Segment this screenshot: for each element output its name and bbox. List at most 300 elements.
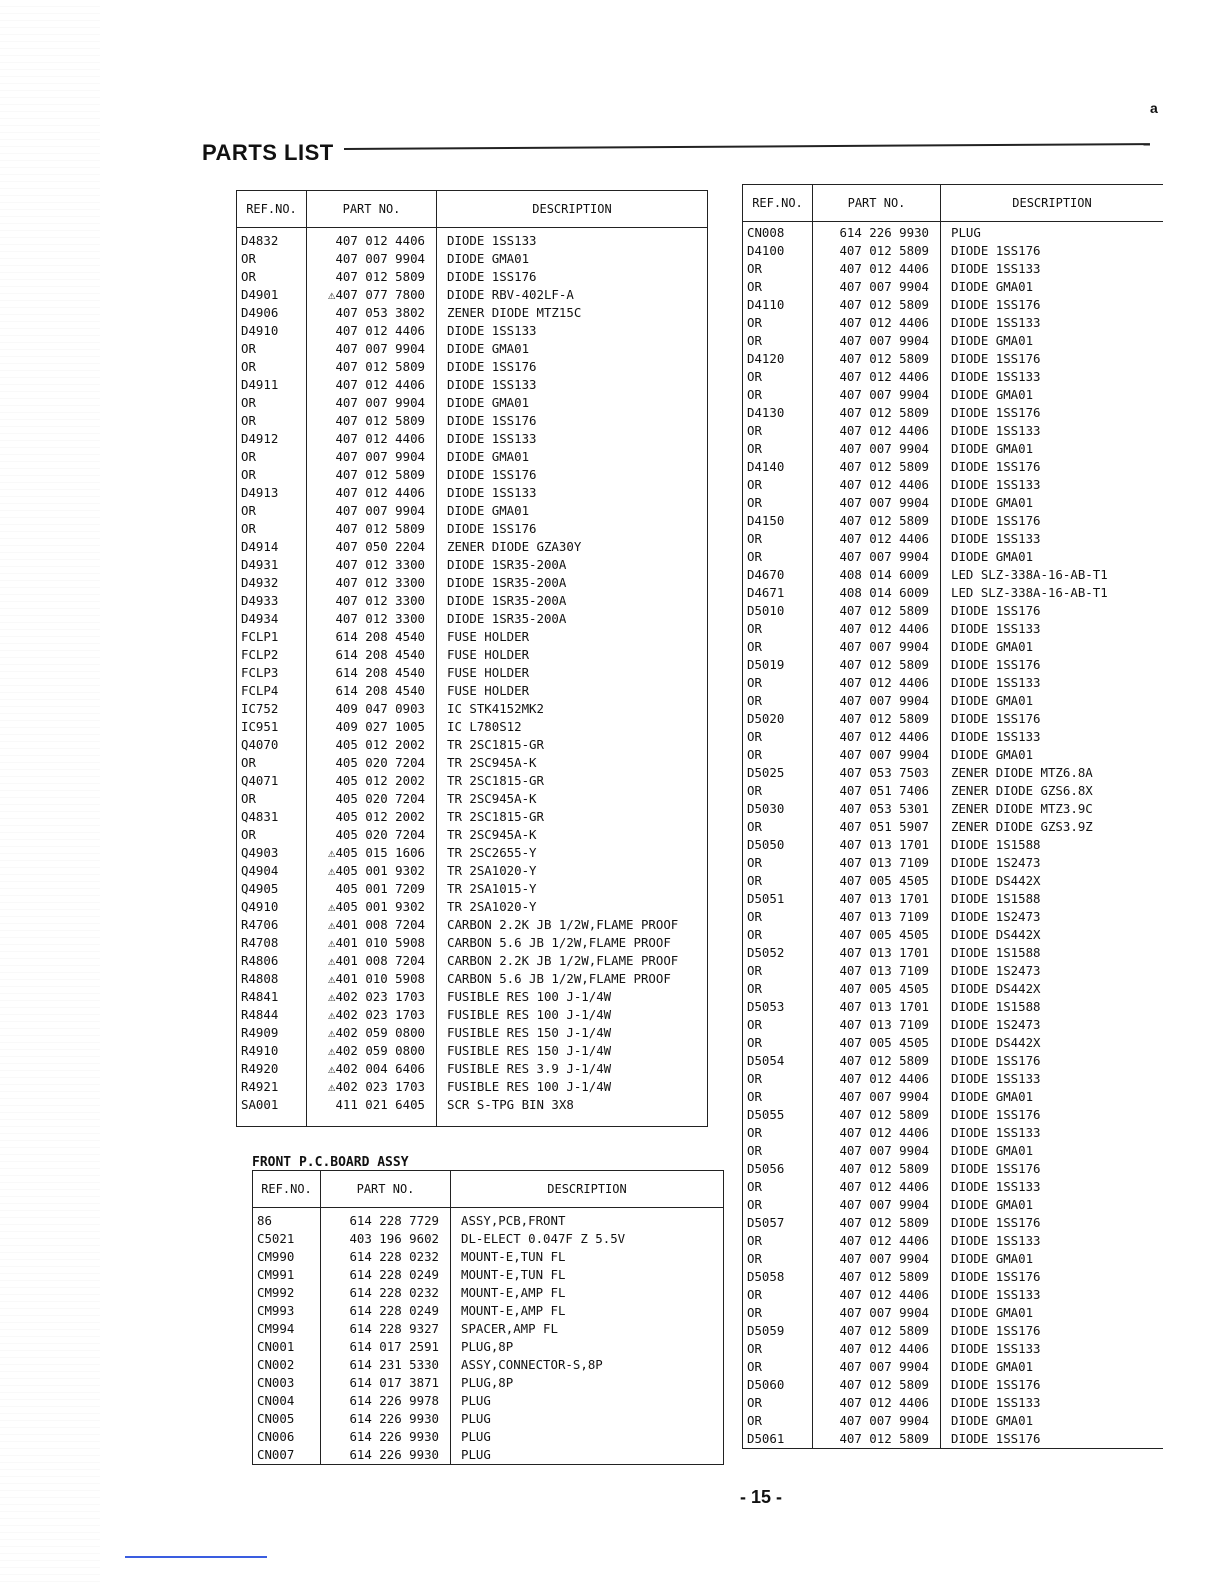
table-row [237,520,707,538]
table-row [237,628,707,646]
description-cell: TR 2SC1815-GR [447,737,544,752]
ref-no-cell: OR [747,1305,762,1320]
description-cell: DIODE GMA01 [951,693,1034,708]
part-no-cell: ⚠405 001 9302 [328,899,425,914]
description-cell: ZENER DIODE GZS6.8X [951,783,1093,798]
part-no-cell: ⚠402 023 1703 [328,989,425,1004]
part-no-cell: 407 012 3300 [335,611,425,626]
description-cell: FUSE HOLDER [447,647,530,662]
part-no-cell: 407 007 9904 [839,1359,929,1374]
ref-no-cell: OR [241,359,256,374]
table-body [743,222,1163,1448]
part-no-cell: 407 007 9904 [839,279,929,294]
ref-no-cell: R4708 [241,935,279,950]
table-row [743,1232,1163,1250]
description-cell: DIODE 1SS133 [951,369,1041,384]
ref-no-cell: D4932 [241,575,279,590]
part-no-cell: 407 012 5809 [839,1053,929,1068]
description-cell: DIODE RBV-402LF-A [447,287,574,302]
ref-no-cell: OR [747,693,762,708]
col-divider [306,228,308,1126]
ref-no-cell: D4130 [747,405,785,420]
table-row [743,1052,1163,1070]
part-no-cell: 407 012 4406 [335,431,425,446]
description-cell: DIODE 1SS133 [951,477,1041,492]
table-row [237,592,707,610]
part-no-cell: 407 007 9904 [839,1413,929,1428]
table-row [237,880,707,898]
description-cell: PLUG [461,1393,491,1408]
table-row [743,728,1163,746]
table-row [237,826,707,844]
description-cell: DIODE 1SS133 [951,675,1041,690]
ref-no-cell: Q4071 [241,773,279,788]
part-no-cell: 407 007 9904 [839,495,929,510]
table-row [237,610,707,628]
table-row [743,368,1163,386]
part-no-cell: 407 012 4406 [839,1341,929,1356]
description-cell: PLUG,8P [461,1375,514,1390]
table-row [743,1430,1163,1448]
part-no-cell: 407 013 7109 [839,1017,929,1032]
part-no-cell: 407 007 9904 [839,639,929,654]
description-cell: PLUG,8P [461,1339,514,1354]
part-no-cell: 407 012 4406 [839,423,929,438]
table-body [237,228,707,1126]
table-row [237,538,707,556]
col-ref-header: REF.NO. [237,191,307,227]
col-ref-header: REF.NO. [743,185,813,221]
part-no-cell: 407 005 4505 [839,927,929,942]
page-title: PARTS LIST [202,140,334,165]
description-cell: DIODE GMA01 [447,395,530,410]
part-no-cell: 407 012 5809 [839,405,929,420]
ref-no-cell: OR [747,1179,762,1194]
part-no-cell: 407 012 5809 [335,269,425,284]
ref-no-cell: OR [747,261,762,276]
ref-no-cell: D5058 [747,1269,785,1284]
description-cell: DIODE 1SS176 [951,1323,1041,1338]
part-no-cell: 407 012 4406 [839,1071,929,1086]
part-no-cell: 407 007 9904 [335,503,425,518]
table-row [743,620,1163,638]
table-row [237,700,707,718]
table-row [743,1340,1163,1358]
part-no-cell: 614 228 0249 [349,1267,439,1282]
part-no-cell: 407 012 4406 [839,369,929,384]
ref-no-cell: OR [241,269,256,284]
table-row [237,844,707,862]
table-row [743,440,1163,458]
ref-no-cell: Q4070 [241,737,279,752]
ref-no-cell: D4906 [241,305,279,320]
part-no-cell: ⚠405 015 1606 [328,845,425,860]
ref-no-cell: OR [241,341,256,356]
part-no-cell: 407 013 7109 [839,855,929,870]
table-row [743,1394,1163,1412]
part-no-cell: 407 013 7109 [839,909,929,924]
title-rule [344,143,1150,150]
part-no-cell: 407 007 9904 [335,395,425,410]
description-cell: DIODE GMA01 [447,251,530,266]
table-row [253,1374,723,1392]
description-cell: TR 2SA1020-Y [447,899,537,914]
table-row [253,1230,723,1248]
table-row [743,332,1163,350]
description-cell: DIODE 1SS133 [951,1071,1041,1086]
table-row [743,1268,1163,1286]
part-no-cell: 614 228 9327 [349,1321,439,1336]
table-row [253,1356,723,1374]
table-row [743,818,1163,836]
ref-no-cell: Q4903 [241,845,279,860]
table-row [253,1266,723,1284]
description-cell: DIODE 1SS176 [951,405,1041,420]
description-cell: TR 2SC945A-K [447,827,537,842]
part-no-cell: 407 012 4406 [839,1395,929,1410]
part-no-cell: 409 047 0903 [335,701,425,716]
part-no-cell: 407 005 4505 [839,873,929,888]
table-row [743,1412,1163,1430]
ref-no-cell: IC951 [241,719,279,734]
table-row [743,710,1163,728]
ref-no-cell: OR [747,747,762,762]
ref-no-cell: FCLP4 [241,683,279,698]
table-row [237,466,707,484]
ref-no-cell: OR [241,467,256,482]
description-cell: TR 2SC945A-K [447,791,537,806]
ref-no-cell: Q4904 [241,863,279,878]
description-cell: DIODE 1SS133 [951,1341,1041,1356]
description-cell: DIODE 1SS133 [951,1179,1041,1194]
ref-no-cell: OR [747,531,762,546]
ref-no-cell: R4844 [241,1007,279,1022]
table-row [237,772,707,790]
description-cell: DIODE GMA01 [951,1359,1034,1374]
table-row [237,322,707,340]
part-no-cell: 407 012 5809 [335,413,425,428]
ref-no-cell: D5025 [747,765,785,780]
table-row [237,502,707,520]
ref-no-cell: CN003 [257,1375,295,1390]
description-cell: DIODE DS442X [951,873,1041,888]
ref-no-cell: OR [747,279,762,294]
part-no-cell: 407 012 5809 [335,467,425,482]
part-no-cell: 407 007 9904 [839,1197,929,1212]
table-row [237,970,707,988]
description-cell: SCR S-TPG BIN 3X8 [447,1097,574,1112]
ref-no-cell: OR [747,1071,762,1086]
table-row [743,1322,1163,1340]
ref-no-cell: CN008 [747,225,785,240]
table-row [743,998,1163,1016]
description-cell: CARBON 5.6 JB 1/2W,FLAME PROOF [447,971,671,986]
description-cell: MOUNT-E,AMP FL [461,1303,566,1318]
ref-no-cell: D5020 [747,711,785,726]
ref-no-cell: OR [241,449,256,464]
description-cell: DIODE GMA01 [951,1197,1034,1212]
part-no-cell: 407 012 4406 [839,1179,929,1194]
ref-no-cell: D4914 [241,539,279,554]
description-cell: DIODE 1S1588 [951,945,1041,960]
description-cell: DIODE 1S1588 [951,891,1041,906]
part-no-cell: 405 020 7204 [335,755,425,770]
part-no-cell: 614 226 9930 [349,1429,439,1444]
part-no-cell: 614 208 4540 [335,683,425,698]
description-cell: DIODE 1SS176 [951,711,1041,726]
table-row [743,1250,1163,1268]
table-row [743,1178,1163,1196]
ref-no-cell: CM991 [257,1267,295,1282]
table-row [743,854,1163,872]
part-no-cell: 407 012 4406 [335,233,425,248]
table-row [237,286,707,304]
part-no-cell: 407 013 7109 [839,963,929,978]
ref-no-cell: D4832 [241,233,279,248]
part-no-cell: 407 012 4406 [335,323,425,338]
description-cell: ZENER DIODE MTZ6.8A [951,765,1093,780]
ref-no-cell: D4910 [241,323,279,338]
table-row [237,952,707,970]
description-cell: FUSIBLE RES 100 J-1/4W [447,989,612,1004]
description-cell: DIODE GMA01 [447,341,530,356]
part-no-cell: ⚠401 008 7204 [328,917,425,932]
description-cell: DIODE 1SS176 [951,1431,1041,1446]
ref-no-cell: OR [747,675,762,690]
table-row [237,268,707,286]
ref-no-cell: R4921 [241,1079,279,1094]
part-no-cell: 405 020 7204 [335,791,425,806]
description-cell: DIODE 1SS176 [951,351,1041,366]
table-row [743,1124,1163,1142]
ref-no-cell: OR [747,1233,762,1248]
ref-no-cell: D5050 [747,837,785,852]
part-no-cell: 407 007 9904 [839,549,929,564]
part-no-cell: 405 012 2002 [335,773,425,788]
ref-no-cell: D4100 [747,243,785,258]
part-no-cell: 407 012 5809 [839,657,929,672]
description-cell: DIODE 1SS133 [951,423,1041,438]
ref-no-cell: D4913 [241,485,279,500]
description-cell: DIODE GMA01 [951,387,1034,402]
ref-no-cell: OR [241,521,256,536]
part-no-cell: ⚠401 008 7204 [328,953,425,968]
ref-no-cell: CN001 [257,1339,295,1354]
table-row [237,430,707,448]
table-row [743,386,1163,404]
table-row [743,1088,1163,1106]
description-cell: SPACER,AMP FL [461,1321,558,1336]
table-row [743,1034,1163,1052]
table-row [237,448,707,466]
description-cell: DIODE GMA01 [951,441,1034,456]
part-no-cell: 407 012 4406 [839,1125,929,1140]
table-row [237,556,707,574]
description-cell: DIODE 1SS176 [951,459,1041,474]
part-no-cell: 408 014 6009 [839,585,929,600]
table-row [253,1428,723,1446]
ref-no-cell: OR [747,333,762,348]
bottom-link-line [125,1556,267,1558]
part-no-cell: 407 053 3802 [335,305,425,320]
part-no-cell: 407 012 5809 [839,1107,929,1122]
description-cell: DIODE 1SS176 [951,603,1041,618]
ref-no-cell: OR [747,729,762,744]
table-row [253,1212,723,1230]
part-no-cell: ⚠402 004 6406 [328,1061,425,1076]
table-row [237,376,707,394]
description-cell: ASSY,PCB,FRONT [461,1213,566,1228]
part-no-cell: 407 005 4505 [839,1035,929,1050]
description-cell: TR 2SA1015-Y [447,881,537,896]
part-no-cell: 407 007 9904 [839,1143,929,1158]
front-section-title: FRONT P.C.BOARD ASSY [252,1155,409,1170]
ref-no-cell: CN005 [257,1411,295,1426]
part-no-cell: 614 228 0249 [349,1303,439,1318]
part-no-cell: 407 012 4406 [839,675,929,690]
part-no-cell: 405 001 7209 [335,881,425,896]
description-cell: DIODE 1S2473 [951,909,1041,924]
part-no-cell: 407 050 2204 [335,539,425,554]
ref-no-cell: CM990 [257,1249,295,1264]
ref-no-cell: R4909 [241,1025,279,1040]
table-row [743,404,1163,422]
description-cell: ZENER DIODE MTZ15C [447,305,582,320]
part-no-cell: 407 012 4406 [839,1287,929,1302]
table-body [253,1208,723,1464]
description-cell: DIODE 1SS133 [951,531,1041,546]
table-row [237,484,707,502]
ref-no-cell: OR [747,909,762,924]
table-row [743,566,1163,584]
description-cell: TR 2SC1815-GR [447,773,544,788]
part-no-cell: 614 226 9978 [349,1393,439,1408]
ref-no-cell: OR [747,1089,762,1104]
part-no-cell: 407 012 4406 [839,315,929,330]
table-row [743,746,1163,764]
col-ref-header: REF.NO. [253,1171,321,1207]
table-row [253,1248,723,1266]
part-no-cell: ⚠402 023 1703 [328,1079,425,1094]
ref-no-cell: CN007 [257,1447,295,1462]
ref-no-cell: D5061 [747,1431,785,1446]
description-cell: LED SLZ-338A-16-AB-T1 [951,585,1108,600]
table-row [237,934,707,952]
part-no-cell: 407 013 1701 [839,945,929,960]
part-no-cell: 407 012 3300 [335,593,425,608]
ref-no-cell: R4706 [241,917,279,932]
table-row [253,1320,723,1338]
ref-no-cell: OR [747,927,762,942]
table-row [743,1160,1163,1178]
description-cell: DIODE DS442X [951,981,1041,996]
part-no-cell: 407 053 7503 [839,765,929,780]
col-divider [320,1208,322,1464]
part-no-cell: 407 012 4406 [839,531,929,546]
ref-no-cell: CM993 [257,1303,295,1318]
ref-no-cell: D5030 [747,801,785,816]
table-row [743,656,1163,674]
part-no-cell: 407 012 5809 [839,513,929,528]
part-no-cell: 407 007 9904 [839,333,929,348]
part-no-cell: 407 051 7406 [839,783,929,798]
col-divider [940,222,942,1448]
part-no-cell: ⚠407 077 7800 [328,287,425,302]
table-row [743,1070,1163,1088]
ref-no-cell: OR [747,1251,762,1266]
ref-no-cell: CM994 [257,1321,295,1336]
ref-no-cell: R4808 [241,971,279,986]
ref-no-cell: OR [747,855,762,870]
ref-no-cell: R4910 [241,1043,279,1058]
col-desc-header: DESCRIPTION [532,202,612,216]
table-row [743,296,1163,314]
part-no-cell: 409 027 1005 [335,719,425,734]
table-row [743,224,1163,242]
table-row [253,1392,723,1410]
table-row [743,890,1163,908]
description-cell: DIODE GMA01 [951,1305,1034,1320]
table-row [743,584,1163,602]
table-row [237,1042,707,1060]
part-no-cell: 407 012 4406 [839,261,929,276]
ref-no-cell: CN006 [257,1429,295,1444]
ref-no-cell: FCLP1 [241,629,279,644]
ref-no-cell: D5055 [747,1107,785,1122]
description-cell: DIODE GMA01 [951,639,1034,654]
part-no-cell: 407 012 5809 [839,351,929,366]
description-cell: DIODE 1SS176 [447,521,537,536]
table-row [743,1304,1163,1322]
table-row [743,314,1163,332]
ref-no-cell: D5059 [747,1323,785,1338]
ref-no-cell: OR [747,1035,762,1050]
ref-no-cell: D4933 [241,593,279,608]
part-no-cell: 614 017 3871 [349,1375,439,1390]
table-row [253,1338,723,1356]
ref-no-cell: OR [241,251,256,266]
table-row [743,494,1163,512]
table-row [743,764,1163,782]
description-cell: DIODE 1SS176 [951,1215,1041,1230]
description-cell: DIODE 1SS133 [447,431,537,446]
description-cell: FUSIBLE RES 150 J-1/4W [447,1025,612,1040]
part-no-cell: 407 012 5809 [839,1377,929,1392]
description-cell: DIODE DS442X [951,1035,1041,1050]
description-cell: FUSIBLE RES 3.9 J-1/4W [447,1061,612,1076]
ref-no-cell: IC752 [241,701,279,716]
description-cell: DIODE 1SS176 [447,269,537,284]
description-cell: CARBON 5.6 JB 1/2W,FLAME PROOF [447,935,671,950]
col-divider [812,222,814,1448]
ref-no-cell: OR [747,981,762,996]
ref-no-cell: D4901 [241,287,279,302]
description-cell: DL-ELECT 0.047F Z 5.5V [461,1231,626,1246]
part-no-cell: 407 007 9904 [839,387,929,402]
table-row [743,944,1163,962]
ref-no-cell: Q4831 [241,809,279,824]
table-row [237,790,707,808]
table-row [743,512,1163,530]
table-row [237,1060,707,1078]
part-no-cell: 411 021 6405 [335,1097,425,1112]
description-cell: DIODE GMA01 [951,333,1034,348]
description-cell: DIODE 1SS133 [951,261,1041,276]
parts-table-front [252,1170,724,1465]
col-part-header: PART NO. [813,185,941,221]
description-cell: DIODE 1S1588 [951,837,1041,852]
ref-no-cell: OR [747,369,762,384]
